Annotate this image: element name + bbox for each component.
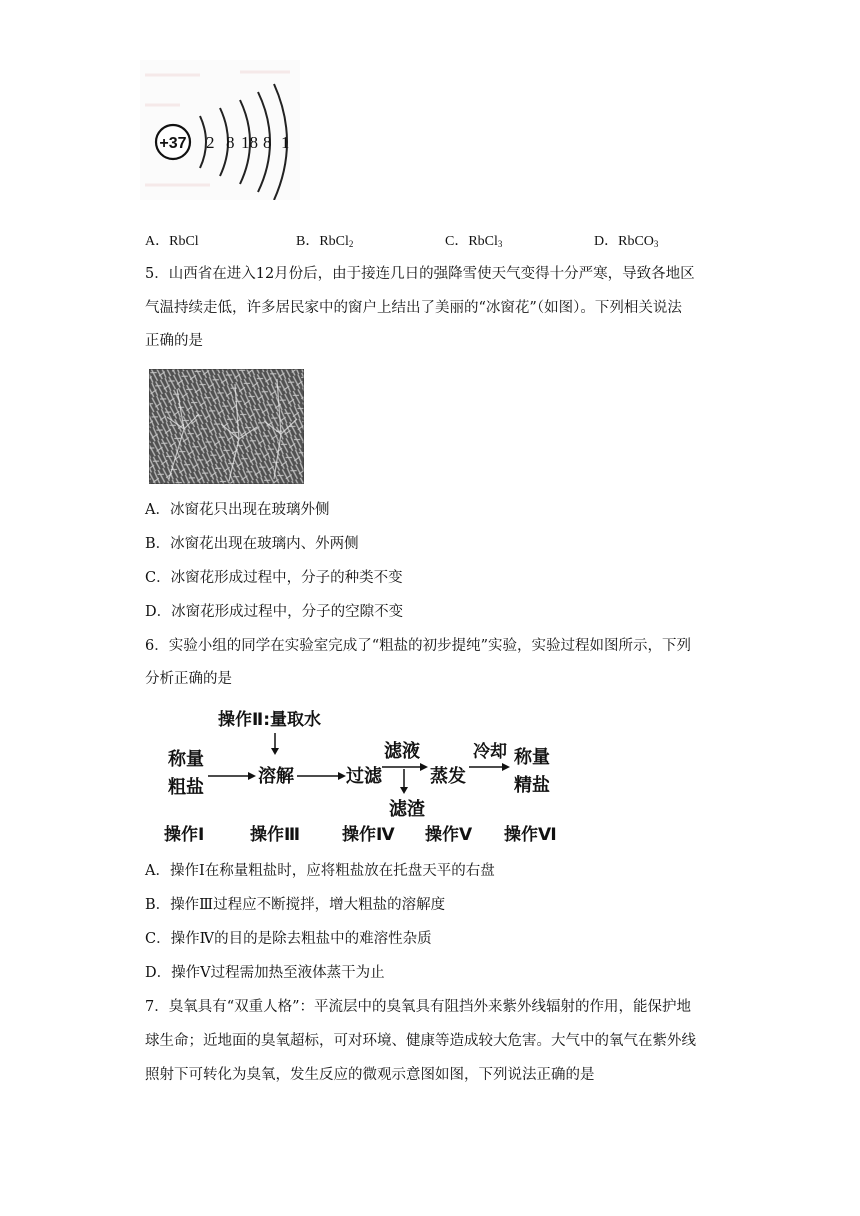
flow-op5: 操作Ⅴ xyxy=(425,825,473,845)
q4-option-b-formula: RbCl xyxy=(319,234,349,249)
q5-stem-line-2: 气温持续走低，许多居民家中的窗户上结出了美丽的“冰窗花”（如图）。下列相关说法 xyxy=(145,300,682,316)
q7-stem-line-2: 球生命；近地面的臭氧超标，可对环境、健康等造成较大危害。大气中的氧气在紫外线 xyxy=(145,1033,696,1049)
flow-op3: 操作Ⅲ xyxy=(250,825,301,845)
flow-op6: 操作Ⅵ xyxy=(504,825,557,845)
flow-filtrate: 滤液 xyxy=(384,741,420,762)
flow-cool: 冷却 xyxy=(473,742,507,762)
atom-structure-figure xyxy=(140,60,300,200)
flow-op1: 操作Ⅰ xyxy=(164,825,205,845)
flow-weigh-crude-top: 称量 xyxy=(168,749,204,770)
shell-3-count: 18 xyxy=(241,133,258,152)
q5-option-b[interactable]: B．冰窗花出现在玻璃内、外两侧 xyxy=(145,536,359,552)
flow-op4: 操作Ⅳ xyxy=(342,825,395,845)
q4-option-a-label: A． xyxy=(145,234,170,249)
q6-stem-line-2: 分析正确的是 xyxy=(145,671,232,687)
q6-option-b[interactable]: B．操作Ⅲ过程应不断搅拌，增大粗盐的溶解度 xyxy=(145,897,446,913)
q4-option-b[interactable] xyxy=(296,230,353,250)
shell-2-count: 8 xyxy=(226,133,235,152)
q5-option-a[interactable]: A．冰窗花只出现在玻璃外侧 xyxy=(145,502,330,518)
q4-option-a-formula: RbCl xyxy=(169,234,199,249)
q7-stem-line-1: 7．臭氧具有“双重人格”：平流层中的臭氧具有阻挡外来紫外线辐射的作用，能保护地 xyxy=(145,999,692,1015)
shell-1-count: 2 xyxy=(206,133,215,152)
flow-op2-label: 操作Ⅱ:量取水 xyxy=(218,710,321,730)
q5-stem-line-1: 5．山西省在进入12月份后，由于接连几日的强降雪使天气变得十分严寒，导致各地区 xyxy=(145,266,695,282)
q6-option-a[interactable]: A．操作Ⅰ在称量粗盐时，应将粗盐放在托盘天平的右盘 xyxy=(145,863,495,879)
q4-option-b-subscript: 2 xyxy=(348,239,354,249)
flow-dissolve: 溶解 xyxy=(258,766,294,787)
salt-purification-flowchart xyxy=(160,703,600,853)
q4-option-d[interactable] xyxy=(594,230,658,250)
q4-option-c[interactable] xyxy=(445,230,502,250)
flow-weigh-refined-bottom: 精盐 xyxy=(514,775,550,796)
q4-option-b-label: B． xyxy=(296,234,320,249)
flow-weigh-refined-top: 称量 xyxy=(514,747,550,768)
q5-stem-line-3: 正确的是 xyxy=(145,333,203,349)
q5-option-d[interactable]: D．冰窗花形成过程中，分子的空隙不变 xyxy=(145,604,404,620)
flow-weigh-crude-bottom: 粗盐 xyxy=(168,777,204,798)
shell-4-count: 8 xyxy=(263,133,272,152)
flow-evaporate: 蒸发 xyxy=(430,766,466,787)
q4-option-d-subscript: 3 xyxy=(653,239,659,249)
q5-option-c[interactable]: C．冰窗花形成过程中，分子的种类不变 xyxy=(145,570,403,586)
flow-residue: 滤渣 xyxy=(389,799,425,820)
nucleus-charge: +37 xyxy=(159,135,187,152)
q4-option-d-formula: RbCO xyxy=(618,234,654,249)
flow-filter: 过滤 xyxy=(346,766,382,787)
q6-option-c[interactable]: C．操作Ⅳ的目的是除去粗盐中的难溶性杂质 xyxy=(145,931,432,947)
shell-5-count: 1 xyxy=(281,133,290,152)
q7-stem-line-3: 照射下可转化为臭氧，发生反应的微观示意图如图，下列说法正确的是 xyxy=(145,1067,595,1083)
q6-option-d[interactable]: D．操作Ⅴ过程需加热至液体蒸干为止 xyxy=(145,965,385,981)
q4-option-d-label: D． xyxy=(594,234,619,249)
q4-option-c-formula: RbCl xyxy=(468,234,498,249)
ice-window-flower-photo xyxy=(149,369,304,484)
q6-stem-line-1: 6．实验小组的同学在实验室完成了“粗盐的初步提纯”实验，实验过程如图所示，下列 xyxy=(145,638,692,654)
q4-option-c-subscript: 3 xyxy=(497,239,503,249)
q4-option-a[interactable] xyxy=(145,230,199,250)
q4-option-c-label: C． xyxy=(445,234,469,249)
